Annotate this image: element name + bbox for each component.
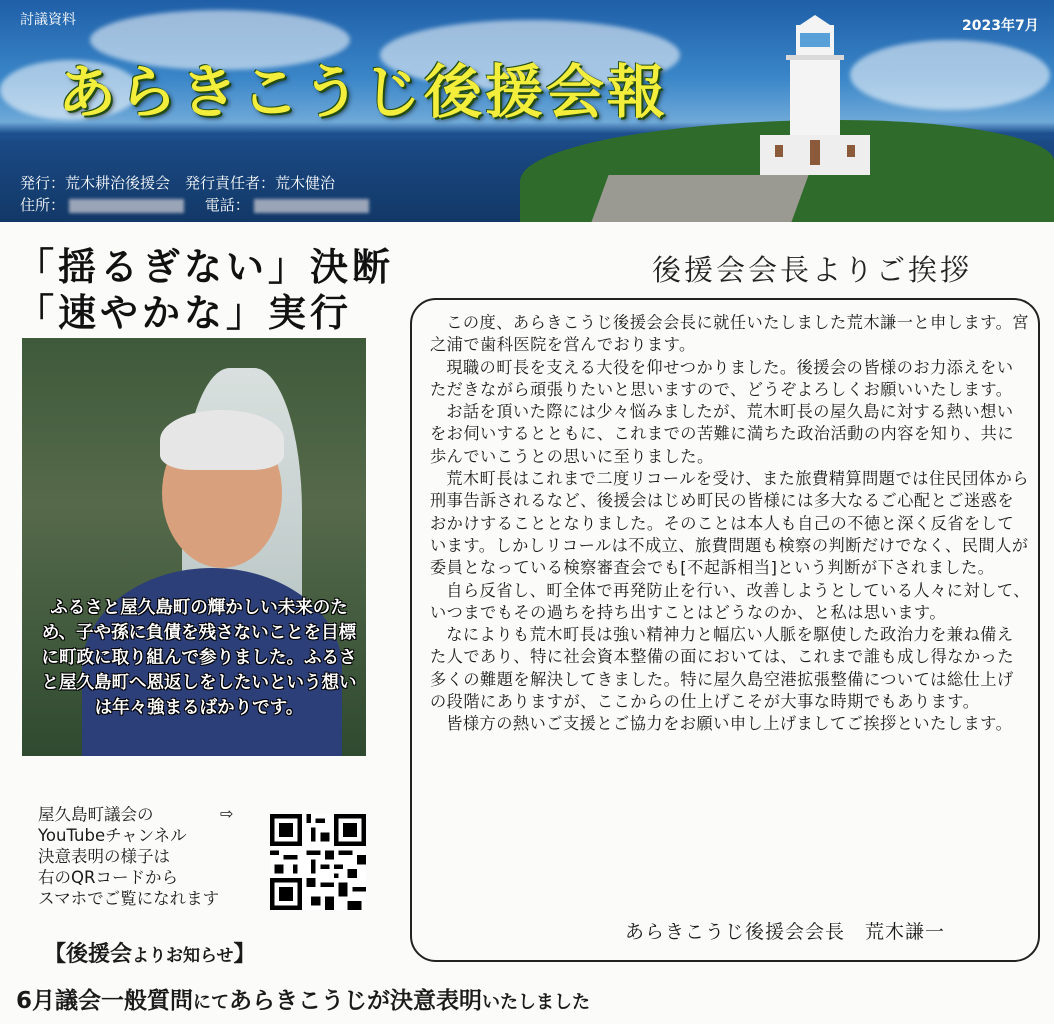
notice-body-part: あらきこうじが決意表明 — [229, 988, 483, 1014]
greeting-paragraph: 自ら反省し、町全体で再発防止を行い、改善しようとしている人々に対して、いつまでもその過ちを持ち出すことはどうなのか、と私は思います。 — [430, 580, 1030, 622]
greeting-title: 後援会会長よりご挨拶 — [652, 253, 973, 287]
greeting-paragraph: 皆様方の熱いご支援とご協力をお願い申し上げましてご挨拶といたします。 — [446, 714, 1013, 734]
slogan-line-2: 「速やかな」実行 — [16, 291, 353, 335]
address-label: 住所： — [20, 196, 66, 214]
notice-body-part: にて — [193, 992, 230, 1013]
youtube-line: 右のQRコードから — [38, 868, 178, 887]
notice-body-part: いたしました — [482, 992, 591, 1013]
greeting-paragraphs — [430, 312, 1030, 736]
phone-label: 電話： — [204, 196, 250, 214]
phone-redacted — [254, 199, 369, 213]
notice-heading-part: 【後援会 — [44, 942, 133, 967]
address-redacted — [69, 199, 184, 213]
greeting-paragraph: なによりも荒木町長は強い精神力と幅広い人脈を駆使した政治力を兼ね備えた人であり、特に社会資本整備の面においては、これまで誰も成し得なかった多くの難題を解決してきました。特に屋久島空港拡張整備については総仕上げの段階にありますが、ここからの仕上げこそが大事な時期でもあります。 — [430, 625, 1015, 712]
youtube-line: 決意表明の様子は — [38, 847, 170, 866]
slogan-line-1: 「揺るぎない」決断 — [16, 245, 395, 289]
lighthouse-illustration — [760, 15, 870, 180]
greeting-paragraph: 現職の町長を支える大役を仰せつかりました。後援会の皆様のお力添えをいただきながら頑張りたいと思いますので、どうぞよろしくお願いいたします。 — [430, 357, 1014, 399]
photo-caption: ふるさと屋久島町の輝かしい未来のため、子や孫に負債を残さないことを目標に町政に取り組んで参りました。ふるさと屋久島町へ恩返しをしたいという想いは年々強まるばかりです。 — [41, 598, 357, 718]
notice-heading — [44, 937, 256, 968]
arrow-right-icon: ⇨ — [220, 804, 234, 823]
person-hair — [160, 410, 284, 470]
issue-date: 2023年7月 — [962, 18, 1039, 34]
notice-body-part: 6月議会一般質問 — [16, 988, 194, 1014]
notice-heading-part: よりお知らせ — [132, 946, 234, 966]
document-label: 討議資料 — [20, 12, 76, 28]
notice-body — [16, 982, 590, 1015]
greeting-paragraph: お話を頂いた際には少々悩みましたが、荒木町長の屋久島に対する熱い想いをお伺いするとともに、これまでの苦難に満ちた政治活動の内容を知り、共に歩んでいこうとの思いに至りました。 — [430, 402, 1015, 466]
youtube-info — [38, 804, 219, 909]
publisher-line: 発行：荒木耕治後援会 発行責任者：荒木健治 — [20, 174, 336, 192]
road — [591, 175, 808, 222]
newsletter-title: あらきこうじ後援会報 — [58, 58, 669, 126]
youtube-line: YouTubeチャンネル — [38, 826, 187, 845]
greeting-signature: あらきこうじ後援会会長 荒木謙一 — [625, 921, 946, 943]
youtube-line: 屋久島町議会の — [38, 805, 154, 824]
qr-code[interactable] — [270, 814, 366, 910]
publisher-info — [20, 172, 369, 216]
header-banner — [0, 0, 1054, 222]
notice-heading-part: 】 — [233, 942, 256, 967]
greeting-paragraph: この度、あらきこうじ後援会会長に就任いたしました荒木謙一と申します。宮之浦で歯科医院を営んでおります。 — [430, 313, 1029, 355]
contact-line — [20, 194, 369, 216]
greeting-paragraph: 荒木町長はこれまで二度リコールを受け、また旅費精算問題では住民団体から刑事告訴されるなど、後援会はじめ町民の皆様には多大なるご心配とご迷惑をおかけすることとなりました。そのことは本人も自己の不徳と深く反省をしています。しかしリコールは不成立、旅費問題も検察の判断だけでなく、民間人が委員となっている検察審査会でも[不起訴相当]という判断が下されました。 — [430, 469, 1029, 578]
candidate-photo — [22, 338, 366, 756]
youtube-line: スマホでご覧になれます — [38, 889, 220, 908]
cloud — [850, 40, 1050, 110]
